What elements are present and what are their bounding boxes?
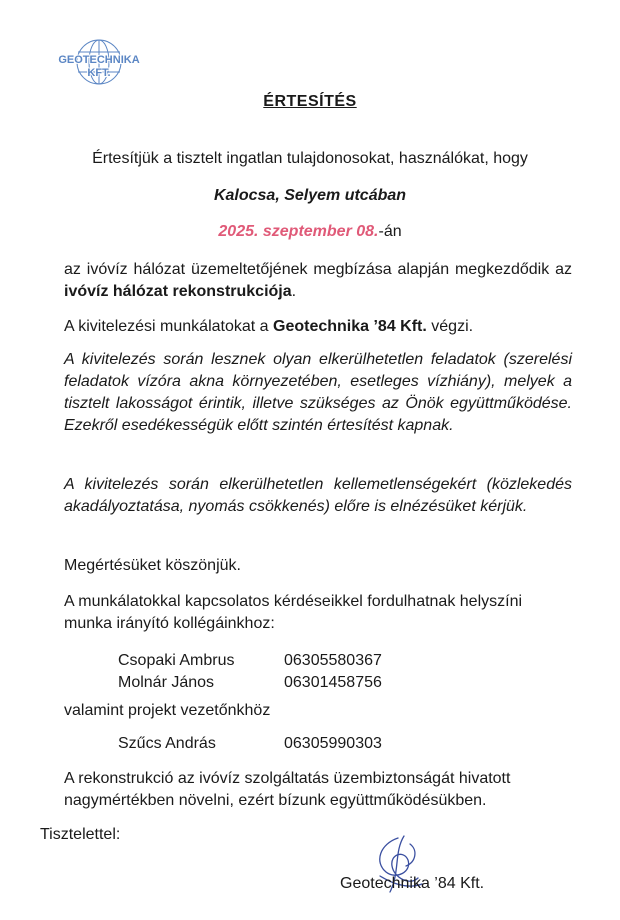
contact-row [118, 650, 418, 672]
manager-name: Szűcs András [118, 735, 216, 752]
closing-greeting: Tisztelettel: [40, 826, 121, 843]
paragraph-apology: A kivitelezés során elkerülhetetlen kellemetlenségekért (közlekedés akadályoztatása, nyomás csökkenés) előre is elnézésüket kérjük. [64, 476, 572, 515]
signature-company: Geotechnika ’84 Kft. [340, 875, 485, 892]
location-text: Kalocsa, Selyem utcában [213, 187, 407, 204]
paragraph-contractor: A kivitelezési munkálatokat a Geotechnika ’84 Kft. végzi. [64, 318, 474, 335]
date-suffix: -án [378, 223, 402, 240]
paragraph-manager-intro: valamint projekt vezetőnkhöz [64, 702, 271, 719]
manager-phone: 06305990303 [284, 735, 382, 752]
contact-name: Molnár János [118, 674, 215, 691]
page-title: ÉRTESÍTÉS [263, 93, 357, 110]
contact-name: Csopaki Ambrus [118, 652, 235, 669]
company-logo [58, 36, 140, 88]
highlight-reconstruction: ivóvíz hálózat rekonstrukciója [64, 283, 292, 300]
paragraph-tasks: A kivitelezés során lesznek olyan elkerülhetetlen feladatok (szerelési feladatok vízóra akna környezetében, esetleges vízhiány), melyek a tisztelt lakosságot érintik, illetve szükséges az Önök együttműködése. Ezekről esedékességük előtt szintén értesítést kapnak. [64, 351, 572, 434]
svg-text:GEOTECHNIKA: GEOTECHNIKA [58, 54, 140, 66]
paragraph-thanks: Megértésüket köszönjük. [64, 557, 241, 574]
paragraph-closing-reason: A rekonstrukció az ivóvíz szolgáltatás üzembiztonságát hivatott nagymértékben növelni, ezért bízunk együttműködésükben. [64, 770, 511, 809]
contact-row [118, 672, 418, 694]
contact-phone: 06305580367 [284, 652, 382, 669]
svg-text:KFT.: KFT. [87, 67, 111, 79]
date-value: 2025. szeptember 08. [218, 223, 379, 240]
paragraph-contacts-intro: A munkálatokkal kapcsolatos kérdéseikkel fordulhatnak helyszíni munka irányító kollégáinkhoz: [64, 593, 523, 632]
paragraph-commission: az ivóvíz hálózat üzemeltetőjének megbízása alapján megkezdődik az ivóvíz hálózat rekonstrukciója. [64, 261, 572, 300]
manager-row [118, 733, 418, 755]
highlight-company: Geotechnika ’84 Kft. [273, 318, 427, 335]
contact-phone: 06301458756 [284, 674, 382, 691]
intro-text: Értesítjük a tisztelt ingatlan tulajdonosokat, használókat, hogy [92, 150, 528, 167]
start-date [0, 221, 620, 243]
